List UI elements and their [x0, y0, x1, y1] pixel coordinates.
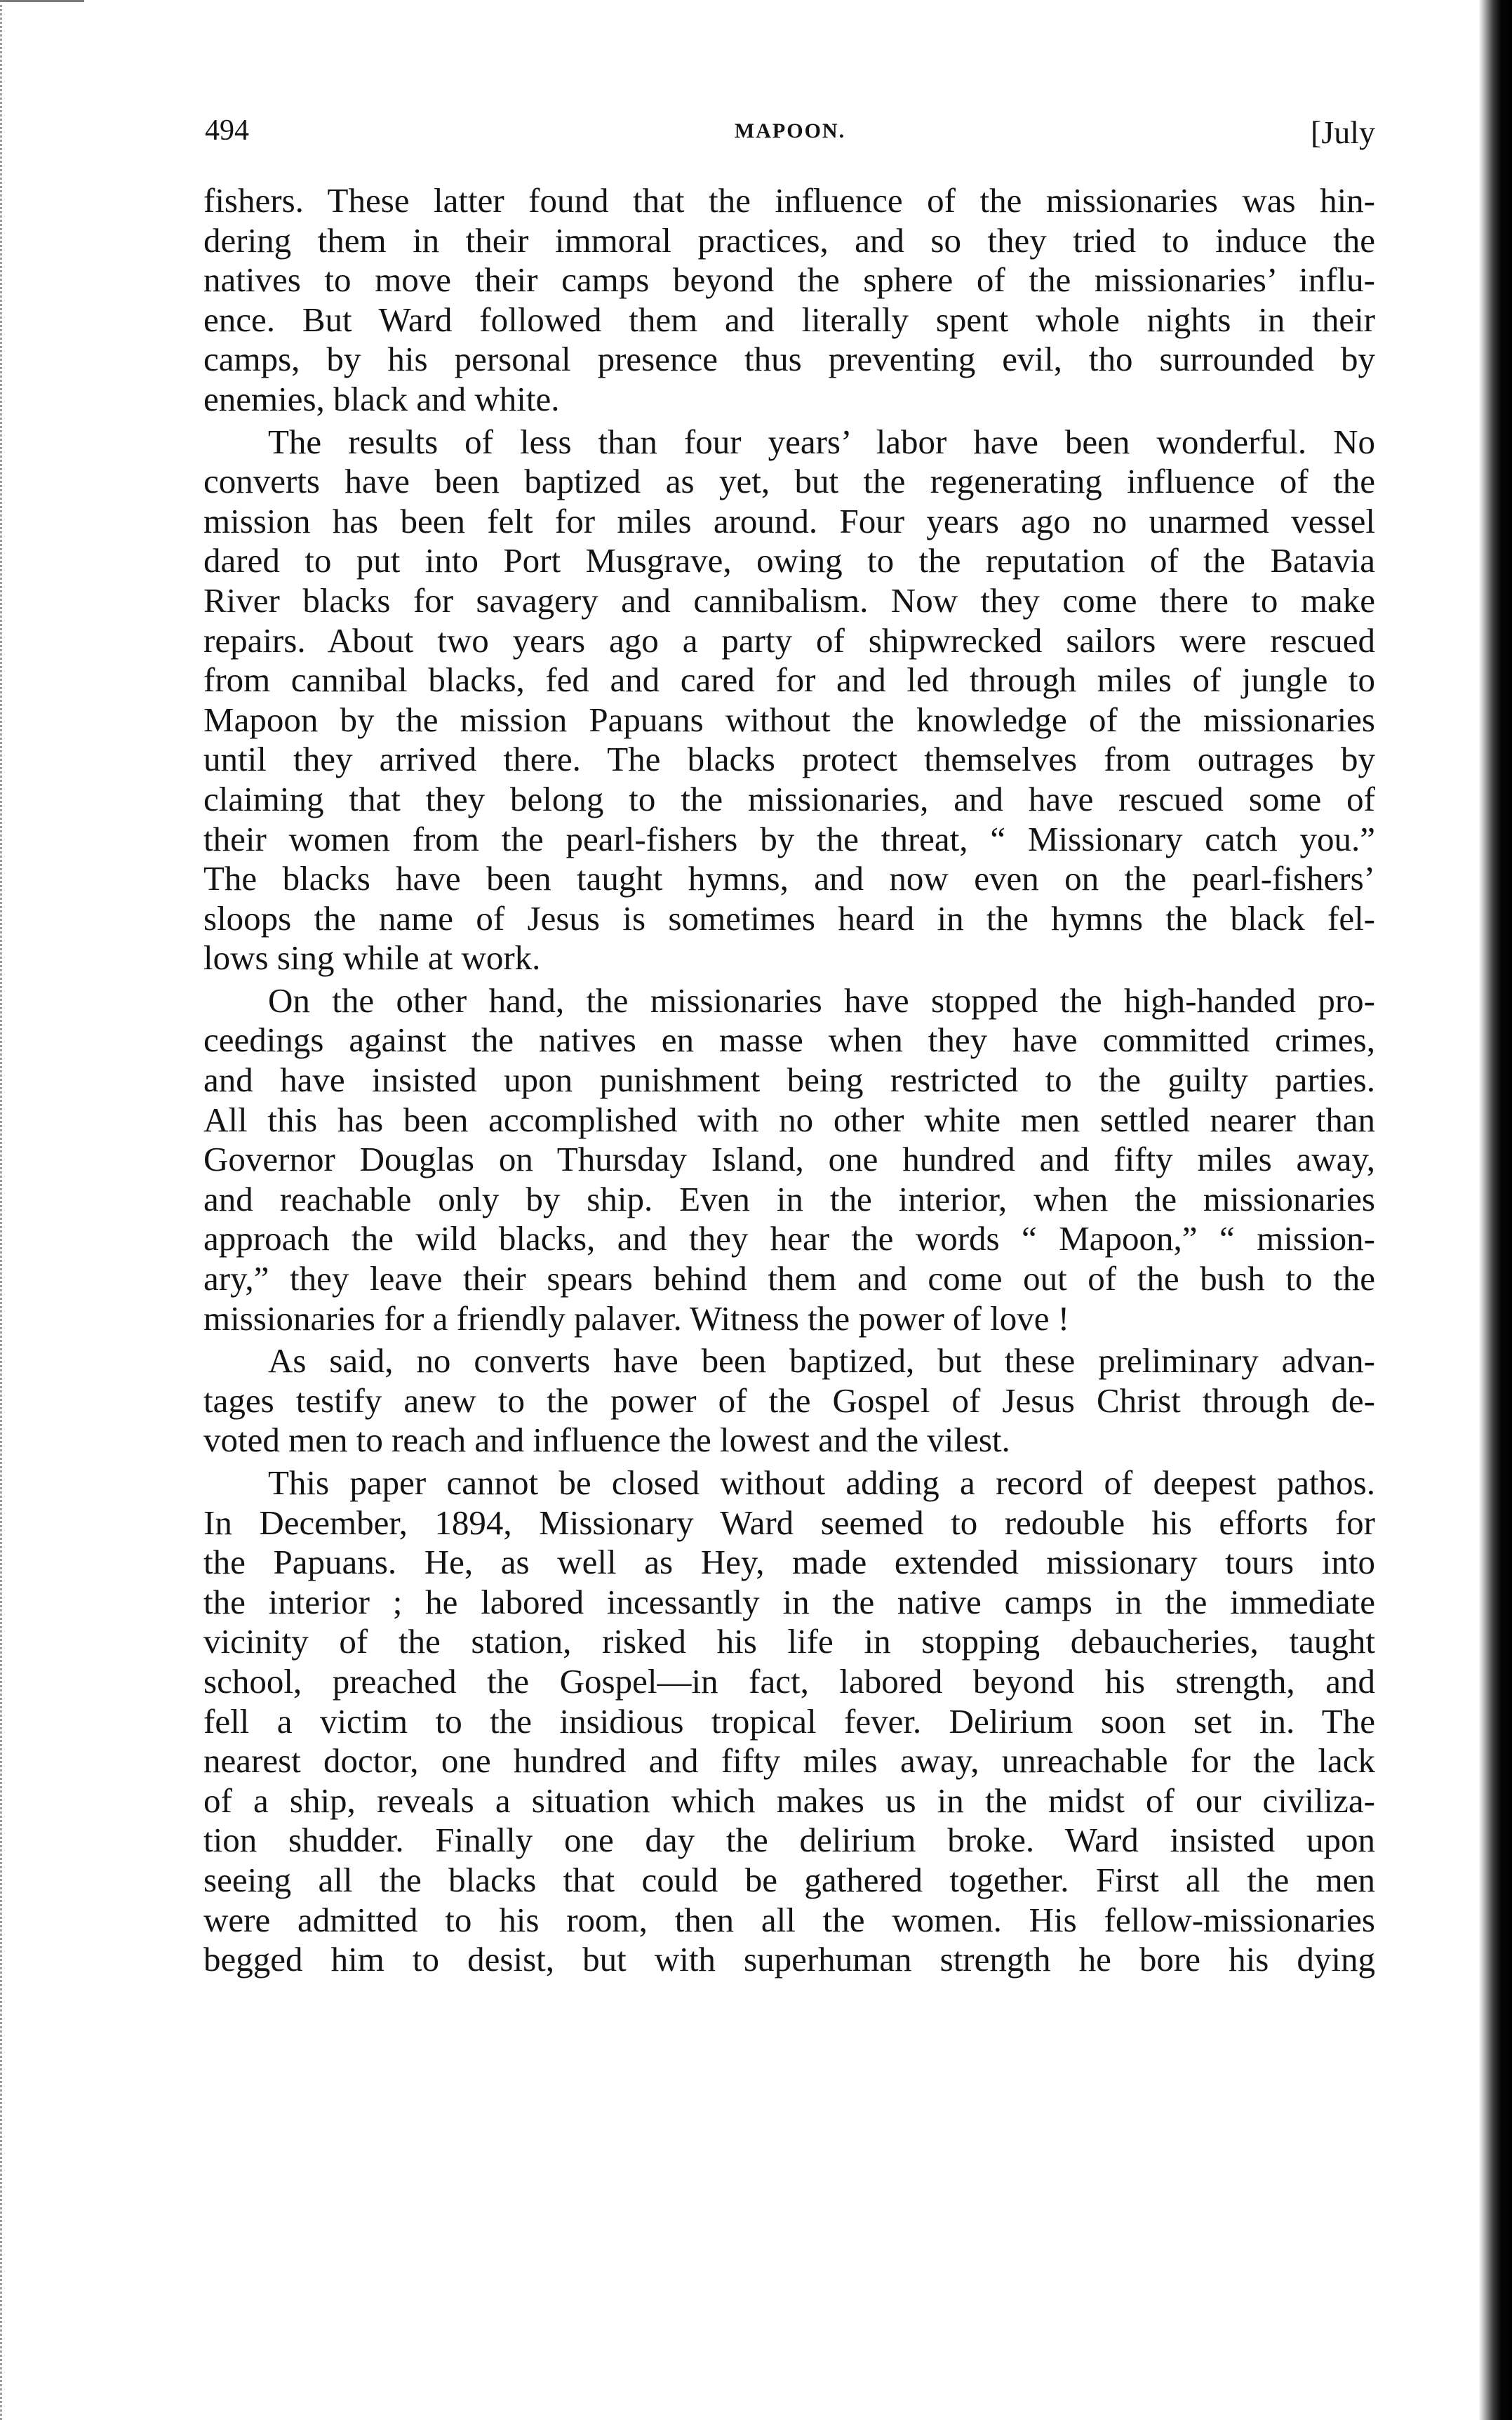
- text-line: and reachable only by ship. Even in the interior, when the missionaries: [203, 1179, 1375, 1218]
- text-line: Mapoon by the mission Papuans without the knowledge of the missionaries: [203, 700, 1375, 739]
- text-line: enemies, black and white.: [203, 379, 560, 418]
- text-line: from cannibal blacks, fed and cared for and led through miles of jungle to: [203, 660, 1375, 700]
- text-line: and have insisted upon punishment being restricted to the guilty parties.: [203, 1061, 1375, 1100]
- text-line: approach the wild blacks, and they hear the words “ Mapoon,” “ mission-: [203, 1219, 1375, 1258]
- text-line: nearest doctor, one hundred and fifty miles away, unreachable for the lack: [203, 1741, 1375, 1781]
- paragraph-first-line: This paper cannot be closed without adding a record of deepest pathos.: [268, 1463, 1375, 1502]
- text-line: ceedings against the natives en masse when they have committed crimes,: [203, 1020, 1375, 1060]
- text-line: the Papuans. He, as well as Hey, made extended missionary tours into: [203, 1543, 1375, 1582]
- text-line: converts have been baptized as yet, but the regenerating influence of the: [203, 462, 1375, 501]
- text-line: their women from the pearl-fishers by the threat, “ Missionary catch you.”: [203, 819, 1375, 858]
- text-line: camps, by his personal presence thus preventing evil, tho surrounded by: [203, 340, 1375, 379]
- text-line: dering them in their immoral practices, and so they tried to induce the: [203, 220, 1375, 260]
- text-line: vicinity of the station, risked his life in stopping debaucheries, taught: [203, 1622, 1375, 1661]
- text-line: tion shudder. Finally one day the delirium broke. Ward insisted upon: [203, 1821, 1375, 1860]
- text-line: lows sing while at work.: [203, 938, 541, 978]
- text-line: school, preached the Gospel—in fact, labored beyond his strength, and: [203, 1661, 1375, 1701]
- text-line: the interior ; he labored incessantly in the native camps in the immediate: [203, 1582, 1375, 1621]
- text-line: missionaries for a friendly palaver. Witness the power of love !: [203, 1298, 1070, 1338]
- text-line: voted men to reach and influence the lowest and the vilest.: [203, 1421, 1010, 1460]
- text-line: Governor Douglas on Thursday Island, one hundred and fifty miles away,: [203, 1140, 1375, 1179]
- paragraph-first-line: On the other hand, the missionaries have stopped the high-handed pro-: [268, 980, 1375, 1020]
- text-line: fell a victim to the insidious tropical fever. Delirium soon set in. The: [203, 1701, 1375, 1741]
- paragraph-first-line: The results of less than four years’ labor have been wonderful. No: [268, 422, 1375, 461]
- book-spine-shadow: [1463, 0, 1512, 2420]
- text-line: fishers. These latter found that the influence of the missionaries was hin-: [203, 181, 1375, 220]
- text-line: The blacks have been taught hymns, and now even on the pearl-fishers’: [203, 859, 1375, 898]
- text-line: sloops the name of Jesus is sometimes heard in the hymns the black fel-: [203, 898, 1375, 938]
- text-line: dared to put into Port Musgrave, owing to the reputation of the Batavia: [203, 541, 1375, 580]
- text-line: were admitted to his room, then all the women. His fellow-missionaries: [203, 1900, 1375, 1939]
- text-line: mission has been felt for miles around. Four years ago no unarmed vessel: [203, 501, 1375, 540]
- text-line: ence. But Ward followed them and literally spent whole nights in their: [203, 300, 1375, 339]
- text-line: seeing all the blacks that could be gathered together. First all the men: [203, 1860, 1375, 1899]
- page-number: 494: [205, 114, 249, 147]
- running-title: MAPOON.: [734, 119, 846, 142]
- text-line: of a ship, reveals a situation which makes us in the midst of our civiliza-: [203, 1781, 1375, 1820]
- text-line: In December, 1894, Missionary Ward seemed to redouble his efforts for: [203, 1503, 1375, 1542]
- text-line: tages testify anew to the power of the Gospel of Jesus Christ through de-: [203, 1381, 1375, 1420]
- page-edge-top: [0, 0, 84, 7]
- text-line: ary,” they leave their spears behind them and come out of the bush to the: [203, 1259, 1375, 1298]
- running-head: [205, 105, 1375, 161]
- text-line: River blacks for savagery and cannibalism. Now they come there to make: [203, 580, 1375, 620]
- text-line: claiming that they belong to the missionaries, and have rescued some of: [203, 779, 1375, 818]
- text-line: All this has been accomplished with no other white men settled nearer than: [203, 1100, 1375, 1139]
- paragraph-first-line: As said, no converts have been baptized, but these preliminary advan-: [268, 1341, 1375, 1381]
- body-text: [203, 181, 1375, 1980]
- text-line: begged him to desist, but with superhuman strength he bore his dying: [203, 1940, 1375, 1979]
- text-line: repairs. About two years ago a party of shipwrecked sailors were rescued: [203, 620, 1375, 660]
- running-month: [July: [1311, 114, 1375, 150]
- text-line: natives to move their camps beyond the sphere of the missionaries’ influ-: [203, 260, 1375, 300]
- page-edge-left: [0, 0, 10, 2420]
- text-line: until they arrived there. The blacks protect themselves from outrages by: [203, 740, 1375, 779]
